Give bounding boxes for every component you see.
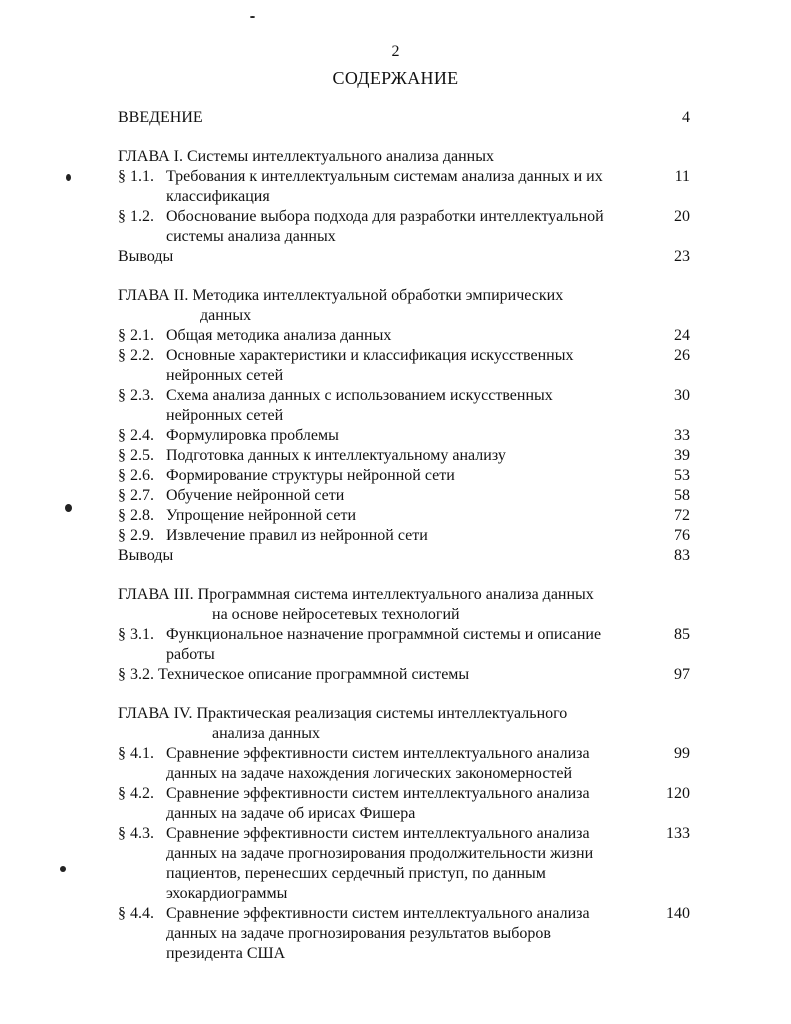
entry-page: 20	[674, 208, 690, 225]
entry-page: 83	[674, 547, 690, 564]
section-number: § 2.8.	[118, 507, 154, 524]
entry-page: 23	[674, 248, 690, 265]
toc-conclusions-1[interactable]: Выводы 23	[118, 248, 690, 265]
toc-entry-3-2[interactable]: § 3.2. Техническое описание программной системы 97	[118, 666, 690, 683]
entry-page: 140	[666, 905, 690, 922]
toc-entry-2-5[interactable]: § 2.5. Подготовка данных к интеллектуальному анализу 39	[118, 447, 690, 464]
entry-page: 30	[674, 387, 690, 404]
section-number: § 2.9.	[118, 527, 154, 544]
toc-entry-1-1[interactable]: § 1.1. Требования к интеллектуальным системам анализа данных и их 11	[118, 168, 690, 185]
toc-entry-1-2[interactable]: § 1.2. Обоснование выбора подхода для разработки интеллектуальной 20	[118, 208, 690, 225]
section-number: § 2.4.	[118, 427, 154, 444]
section-number: § 2.7.	[118, 487, 154, 504]
section-number: § 4.2.	[118, 785, 154, 802]
page-number: 2	[391, 43, 400, 60]
section-number: § 2.2.	[118, 347, 154, 364]
section-number: § 1.2.	[118, 208, 154, 225]
toc-intro[interactable]	[118, 108, 690, 128]
toc-entry-2-3[interactable]: § 2.3. Схема анализа данных с использованием искусственных 30	[118, 387, 690, 404]
section-number: § 3.1.	[118, 626, 154, 643]
scan-speck	[60, 866, 66, 872]
section-number: § 4.3.	[118, 825, 154, 842]
toc-entry-3-1[interactable]: § 3.1. Функциональное назначение программной системы и описание 85	[118, 626, 690, 643]
chapter-3-title[interactable]: ГЛАВА III. Программная система интеллектуального анализа данных	[118, 586, 594, 603]
entry-page: 33	[674, 427, 690, 444]
entry-page: 72	[674, 507, 690, 524]
toc-entry-2-6[interactable]: § 2.6. Формирование структуры нейронной сети 53	[118, 467, 690, 484]
page-title: СОДЕРЖАНИЕ	[332, 68, 459, 88]
scan-speck	[250, 16, 255, 18]
toc-entry-2-9[interactable]: § 2.9. Извлечение правил из нейронной сети 76	[118, 527, 690, 544]
chapter-2-title[interactable]: ГЛАВА II. Методика интеллектуальной обработки эмпирических	[118, 287, 564, 304]
entry-page: 58	[674, 487, 690, 504]
intro-label: ВВЕДЕНИЕ	[118, 109, 203, 126]
toc-entry-4-2[interactable]: § 4.2. Сравнение эффективности систем интеллектуального анализа 120	[118, 785, 690, 802]
section-number: § 1.1.	[118, 168, 154, 185]
section-number: § 2.6.	[118, 467, 154, 484]
chapter-1-title[interactable]: ГЛАВА I. Системы интеллектуального анализа данных	[118, 148, 494, 165]
toc-entry-4-1[interactable]: § 4.1. Сравнение эффективности систем интеллектуального анализа 99	[118, 745, 690, 762]
scan-speck	[66, 174, 71, 181]
section-number: § 4.4.	[118, 905, 154, 922]
section-number: § 4.1.	[118, 745, 154, 762]
entry-page: 76	[674, 527, 690, 544]
entry-page: 97	[674, 666, 690, 683]
table-of-contents: ВВЕДЕНИЕ 4 ГЛАВА I. Системы интеллектуального анализа данных § 1.1. Требования к интеллектуальным системам анализа данных и их 11 классификация § 1.2. Обоснование выбора подхода для разработки интеллектуальной 20 системы анализа данных Выводы 23 ГЛАВА II. Методика интеллектуальной обработки эмпирических данных § 2.1. Общая методика анализа данных 24 § 2.2. Основные характеристики и классификация искусственных 26 нейронных сетей § 2.3. Схема анализа данных с использованием искусственных 30 нейронных сетей § 2.4. Формулировка проблемы 33 § 2.5. Подготовка данных к интеллектуальному анализу 39 § 2.6. Формирование структуры нейронной сети 53 § 2.7. Обучение нейронной сети 58 § 2.8. Упрощение нейронной сети 72 § 2.9. Извлечение правил из нейронной сети 76 Выводы 83 ГЛАВА III. Программная система интеллектуального анализа данных на основе нейросетевых технологий § 3.1. Функциональное назначение программной системы и описание 85 работы § 3.2. Техническое описание программной системы 97 ГЛАВА IV. Практическая реализация системы интеллектуального анализа данных § 4.1. Сравнение эффективности систем интеллектуального анализа 99 данных на задаче нахождения логических закономерностей § 4.2. Сравнение эффективности систем интеллектуального анализа 120 данных на задаче об ирисах Фишера § 4.3. Сравнение эффективности систем интеллектуального анализа 133 данных на задаче прогнозирования продолжительности жизни пациентов, перенесших сердечный приступ, по данным эхокардиограммы § 4.4. Сравнение эффективности систем интеллектуального анализа 140 данных на задаче прогнозирования результатов выборов президента США	[118, 109, 690, 962]
entry-page: 11	[674, 168, 690, 185]
section-number: § 2.5.	[118, 447, 154, 464]
entry-page: 53	[674, 467, 690, 484]
toc-entry-4-3[interactable]: § 4.3. Сравнение эффективности систем интеллектуального анализа 133	[118, 825, 690, 842]
toc-entry-4-4[interactable]: § 4.4. Сравнение эффективности систем интеллектуального анализа 140	[118, 905, 690, 922]
section-number: § 2.1.	[118, 327, 154, 344]
toc-entry-2-2[interactable]: § 2.2. Основные характеристики и классификация искусственных 26	[118, 347, 690, 364]
entry-page: 120	[666, 785, 690, 802]
section-number: § 2.3.	[118, 387, 154, 404]
chapter-4-title[interactable]: ГЛАВА IV. Практическая реализация системы интеллектуального	[118, 705, 568, 722]
entry-page: 26	[674, 347, 690, 364]
entry-page: 39	[674, 447, 690, 464]
toc-entry-2-7[interactable]: § 2.7. Обучение нейронной сети 58	[118, 487, 690, 504]
toc-conclusions-2[interactable]: Выводы 83	[118, 547, 690, 564]
toc-entry-2-8[interactable]: § 2.8. Упрощение нейронной сети 72	[118, 507, 690, 524]
intro-page: 4	[682, 109, 690, 126]
entry-page: 85	[674, 626, 690, 643]
scan-speck	[65, 504, 72, 512]
entry-page: 133	[666, 825, 690, 842]
entry-page: 24	[674, 327, 690, 344]
entry-page: 99	[674, 745, 690, 762]
toc-entry-2-1[interactable]: § 2.1. Общая методика анализа данных 24	[118, 327, 690, 344]
toc-entry-2-4[interactable]: § 2.4. Формулировка проблемы 33	[118, 427, 690, 444]
